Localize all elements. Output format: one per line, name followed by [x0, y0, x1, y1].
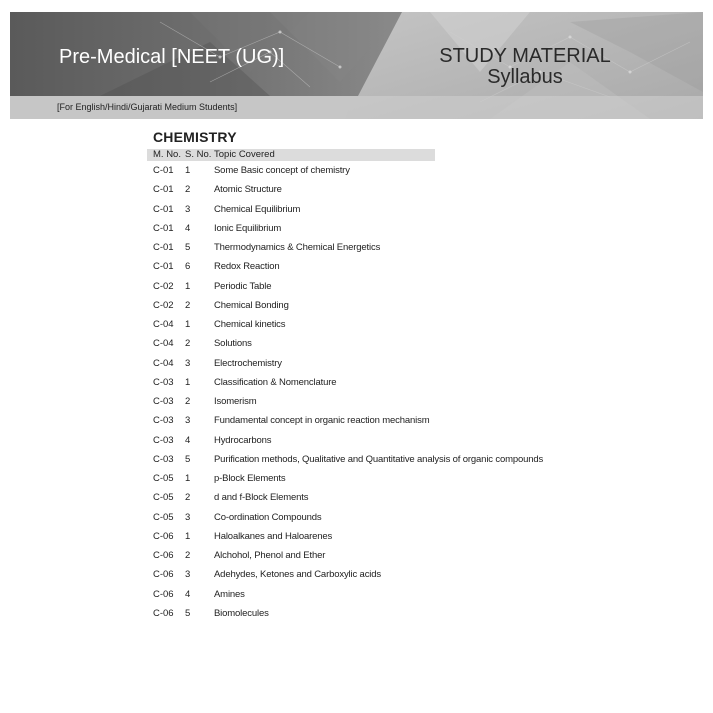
module-number: C-03 [153, 376, 174, 388]
table-row [147, 222, 647, 241]
serial-number: 2 [185, 396, 191, 407]
table-row [147, 395, 647, 414]
study-material-label: STUDY MATERIAL [439, 45, 611, 67]
topic-name: Co-ordination Compounds [214, 511, 322, 523]
module-number: C-01 [153, 203, 174, 215]
topic-name: Chemical Bonding [214, 299, 289, 311]
module-number: C-05 [153, 473, 174, 484]
serial-number: 3 [185, 415, 191, 427]
module-number: C-06 [153, 550, 174, 561]
serial-number: 1 [185, 319, 191, 330]
topic-name: Redox Reaction [214, 261, 280, 273]
serial-number: 5 [185, 607, 191, 619]
module-number: C-03 [153, 453, 174, 465]
module-number: C-04 [153, 338, 174, 350]
serial-number: 1 [185, 530, 191, 542]
serial-number: 3 [185, 511, 191, 523]
topic-name: Chemical kinetics [214, 319, 286, 330]
module-number: C-06 [153, 588, 174, 600]
topic-name: Biomolecules [214, 607, 269, 619]
table-header [147, 149, 435, 161]
module-number: C-06 [153, 530, 174, 542]
table-row [147, 588, 647, 607]
table-row [147, 164, 647, 183]
module-number: C-06 [153, 569, 174, 581]
serial-number: 1 [185, 280, 191, 292]
module-number: C-02 [153, 280, 174, 292]
table-row [147, 434, 647, 453]
topic-name: Alchohol, Phenol and Ether [214, 550, 326, 561]
serial-number: 4 [185, 588, 191, 600]
table-row [147, 203, 647, 222]
topic-name: Periodic Table [214, 280, 272, 292]
course-title: Pre-Medical [NEET (UG)] [59, 46, 285, 68]
serial-number: 5 [185, 453, 191, 465]
header-topic: Topic Covered [214, 149, 275, 160]
module-number: C-04 [153, 357, 174, 369]
table-row [147, 183, 647, 202]
serial-number: 4 [185, 222, 191, 234]
serial-number: 2 [185, 184, 191, 196]
serial-number: 3 [185, 203, 191, 215]
table-row [147, 357, 647, 376]
table-row [147, 318, 647, 337]
topic-name: Atomic Structure [214, 184, 282, 196]
study-material-heading [410, 46, 640, 88]
topic-name: Solutions [214, 338, 252, 350]
topic-name: d and f-Block Elements [214, 492, 309, 504]
topic-name: Hydrocarbons [214, 434, 272, 446]
table-row [147, 414, 647, 433]
medium-subtitle: [For English/Hindi/Gujarati Medium Students] [57, 102, 238, 112]
header-banner [10, 12, 703, 119]
table-row [147, 607, 647, 626]
syllabus-label: Syllabus [487, 66, 563, 88]
topic-name: Thermodynamics & Chemical Energetics [214, 242, 381, 253]
serial-number: 5 [185, 242, 191, 253]
module-number: C-05 [153, 492, 174, 504]
module-number: C-03 [153, 434, 174, 446]
table-row [147, 530, 647, 549]
module-number: C-05 [153, 511, 174, 523]
topic-name: Purification methods, Qualitative and Quantitative analysis of organic compounds [214, 453, 544, 465]
topic-name: Electrochemistry [214, 357, 282, 369]
serial-number: 2 [185, 338, 191, 350]
table-row [147, 491, 647, 510]
section-title: CHEMISTRY [153, 129, 237, 145]
topic-name: Classification & Nomenclature [214, 376, 337, 388]
module-number: C-01 [153, 165, 174, 176]
module-number: C-01 [153, 242, 174, 253]
topic-name: Isomerism [214, 396, 257, 407]
serial-number: 2 [185, 492, 191, 504]
topic-name: p-Block Elements [214, 473, 286, 484]
serial-number: 3 [185, 569, 191, 581]
syllabus-table [147, 164, 647, 626]
topic-name: Amines [214, 588, 245, 600]
module-number: C-04 [153, 319, 174, 330]
serial-number: 2 [185, 550, 191, 561]
topic-name: Chemical Equilibrium [214, 203, 301, 215]
table-row [147, 376, 647, 395]
table-row [147, 299, 647, 318]
serial-number: 3 [185, 357, 191, 369]
table-row [147, 549, 647, 568]
table-row [147, 260, 647, 279]
module-number: C-01 [153, 184, 174, 196]
module-number: C-01 [153, 222, 174, 234]
header-sno: S. No. [185, 149, 212, 160]
table-row [147, 511, 647, 530]
header-mno: M. No. [153, 149, 181, 160]
module-number: C-06 [153, 607, 174, 619]
module-number: C-01 [153, 261, 174, 273]
table-row [147, 337, 647, 356]
module-number: C-03 [153, 396, 174, 407]
table-row [147, 241, 647, 260]
serial-number: 1 [185, 376, 191, 388]
table-row [147, 568, 647, 587]
serial-number: 4 [185, 434, 191, 446]
table-row [147, 472, 647, 491]
serial-number: 1 [185, 473, 191, 484]
module-number: C-02 [153, 299, 174, 311]
serial-number: 1 [185, 165, 191, 176]
topic-name: Ionic Equilibrium [214, 222, 282, 234]
serial-number: 6 [185, 261, 191, 273]
topic-name: Fundamental concept in organic reaction mechanism [214, 415, 430, 427]
table-row [147, 280, 647, 299]
table-row [147, 453, 647, 472]
module-number: C-03 [153, 415, 174, 427]
topic-name: Adehydes, Ketones and Carboxylic acids [214, 569, 381, 581]
topic-name: Haloalkanes and Haloarenes [214, 530, 333, 542]
serial-number: 2 [185, 299, 191, 311]
topic-name: Some Basic concept of chemistry [214, 165, 350, 176]
